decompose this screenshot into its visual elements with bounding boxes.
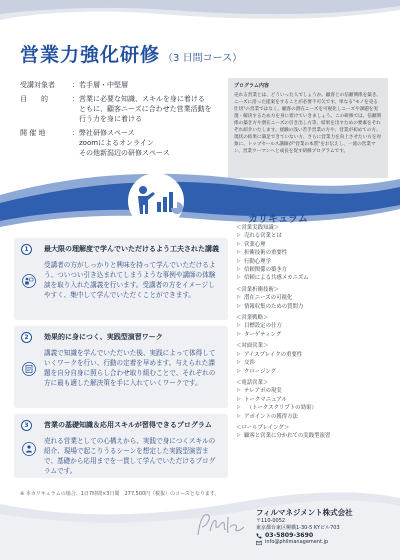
curriculum-section (236, 379, 396, 421)
curriculum-item: ▷ 情報収集のための質問力 (236, 303, 396, 311)
info-label (20, 138, 72, 148)
curriculum-item: ▷ 信頼関係の築き方 (236, 266, 396, 274)
curriculum-item: ▷ 顧客と営業に分かれての実践型演習 (236, 432, 396, 440)
panel-body: 受講者の方がしっかりと興味を持って学んでいただけるよう、ついつい引き込まれてしまうような事例や講師の体験談を取り入れた講義を行います。受講者の方をイメージしやすく、集中して学んでいただくことができます。 (44, 261, 216, 299)
curriculum-item: ▷ 交渉 (236, 359, 396, 367)
info-label: 受講対象者 (20, 81, 55, 89)
curriculum-item: ▷ 信頼による共感メカニズム (236, 274, 396, 282)
company-name: フィルマネジメント株式会社 (256, 508, 353, 517)
info-value: ：弊社研修スペース (72, 129, 135, 137)
feature-panel-2 (14, 326, 228, 408)
program-text: 売れる営業とは、どういった人でしょうか。顧客との信頼関係を築き、ニーズに沿った提案をすることが必要不可欠です。単なる"モノを売る仕切"の営業ではなく、顧客の潜在ニーズを可視化しニーズや課題を実現・解決するため方を身に着けていきましょう。この研修では、信頼関係の築き方や潜在ニーズの引き出し方等、結果を出すための要素をそれぞれ紹介いたします。経験の浅い若手営業の方や、営業が初めての方、現状の結果に満足できていない方、さらに営業力を向上させたい方を対象に、トップセールス講師が"営業の本質"をお伝えし、一流の営業マン、営業ウーマンへと成長を促す研修プログラムです。 (234, 93, 382, 154)
panel-title: 営業の基礎知識＆応用スキルが習得できるプログラム (44, 421, 212, 429)
company-email-row (256, 539, 396, 546)
curriculum-item: ▷ ターゲティング (236, 331, 396, 339)
top-wave-decoration (0, 0, 400, 40)
curriculum-section (236, 314, 396, 339)
info-value: ：若手層・中堅層 (72, 81, 128, 89)
info-row (20, 80, 220, 90)
panel-title: 効果的に身につく、実践型演習ワーク (44, 333, 163, 341)
panel-number: 2 (21, 332, 32, 343)
curriculum-section (236, 286, 396, 311)
info-value: その他新潟辺の研修スペース (79, 149, 170, 157)
teacher-icon (22, 274, 36, 288)
company-postal: 〒110-0052 (256, 518, 286, 524)
title-part-1: 営業力 (20, 44, 81, 66)
info-label (20, 114, 72, 124)
info-row (20, 148, 220, 158)
curriculum-heading: カリキュラム (248, 214, 308, 225)
phone-icon (256, 533, 262, 539)
curriculum-item-note: ▷ （トークスクリプトの効果） (236, 404, 396, 412)
info-row (20, 114, 220, 124)
company-phone-row (256, 532, 396, 539)
company-address: 東京都台東区柳橋1-30-5 KYビル703 (256, 525, 340, 531)
curriculum-item: ▷ 折衝技術の重要性 (236, 249, 396, 257)
curriculum-section-head: ＜ロールプレイング＞ (236, 424, 290, 431)
curriculum-item: ▷ トークマニュアル (236, 396, 396, 404)
info-row (20, 94, 220, 104)
panel-title: 最大限の理解度で学んでいただけるよう工夫された講義 (44, 245, 219, 253)
curriculum-section (236, 424, 396, 441)
signature-logo (190, 505, 250, 545)
curriculum-item: ▷ 目標設定の仕方 (236, 322, 396, 330)
curriculum-section-head: ＜電話営業＞ (236, 379, 269, 386)
curriculum-section-head: ＜対面営業＞ (236, 343, 269, 350)
worksheet-icon (22, 362, 36, 376)
curriculum-item: ▷ アポイントの獲得方法 (236, 413, 396, 421)
page-title (20, 40, 242, 67)
curriculum-section-head: ＜営業実践知識＞ (236, 225, 280, 231)
panel-number: 3 (21, 420, 32, 431)
company-info (256, 507, 396, 546)
curriculum-item: ▷ 行動心理学 (236, 258, 396, 266)
title-subtitle: （3 日間コース） (163, 53, 243, 64)
feature-panel-3 (14, 414, 228, 478)
curriculum-item: ▷ テレアポの現実 (236, 387, 396, 395)
program-title: プログラム内容 (234, 83, 269, 89)
company-email[interactable]: info@philmanagement.jp (265, 539, 329, 545)
curriculum-section (236, 342, 396, 376)
curriculum-list (236, 224, 396, 444)
presenter-chart-icon (125, 172, 187, 230)
program-icon (22, 442, 36, 456)
panel-body: 講義で知識を学んでいただいた後、実践によって体得していくワークを行い、行動の定着を早めます。与えられた課題を自分自身に照らし合わせ取り組むことで、それぞれの方に最も適した解決策を手に入れていくワークです。 (44, 349, 216, 387)
info-label: 目 的 (20, 95, 48, 103)
curriculum-item: ▷ クロージング (236, 368, 396, 376)
curriculum-item: ▷ 営業心理 (236, 241, 396, 249)
info-row (20, 104, 220, 114)
price-note: ※ 本カリキュラムの場合、1日7時間×3日間 277,500円（税抜）のコースとなります。 (20, 491, 220, 497)
company-phone: 03-5809-3690 (265, 532, 314, 539)
info-label: 開 催 地 (20, 129, 46, 137)
title-part-3: 研修 (120, 44, 161, 66)
info-value: 行う力を身に着ける (79, 115, 142, 123)
curriculum-item: ▷ 潜在ニーズの可視化 (236, 294, 396, 302)
info-value: zoomによるオンライン (79, 139, 154, 147)
info-row (20, 138, 220, 148)
feature-panel-1 (14, 238, 228, 320)
curriculum-section (236, 224, 396, 283)
info-row (20, 128, 220, 138)
panel-body: 売れる営業としての心構えから、実践で身につくスキルの紹介、現場で起こりうるシーンを想定した実践型演習まで、基礎から応用までを一貫して学んでいただけるプログラムです。 (44, 437, 216, 475)
info-value: ：営業に必要な知識、スキルを身に着ける (72, 95, 205, 103)
title-part-2: 強化 (80, 44, 121, 66)
curriculum-section-head: ＜営業折衝技術＞ (236, 286, 280, 293)
program-description-box (228, 78, 388, 178)
curriculum-item: ▷ 売れる営業とは (236, 232, 396, 240)
info-label (20, 104, 72, 114)
curriculum-item: ▷ アイスブレイクの重要性 (236, 351, 396, 359)
info-value: ともに、顧客ニーズに合わせた営業活動を (79, 105, 212, 113)
panel-number: 1 (21, 244, 32, 255)
mail-icon (256, 540, 262, 546)
info-label (20, 148, 72, 158)
course-info (20, 80, 220, 162)
curriculum-section-head: ＜営業戦略＞ (236, 315, 269, 322)
